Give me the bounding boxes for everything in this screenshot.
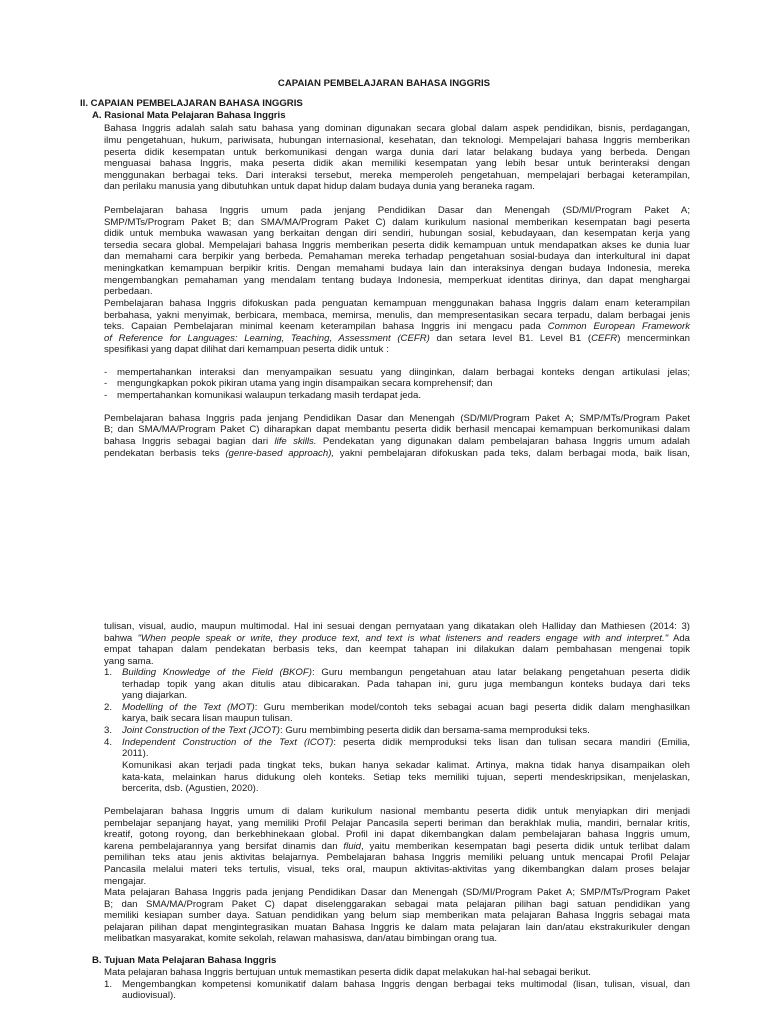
paragraph-line: Bahasa Inggris adalah salah satu bahasa yang dominan digunakan secara global dalam aspek pendidikan, bisnis, perdagangan, bbox=[104, 123, 690, 134]
bullet-item: mengungkapkan pokok pikiran utama yang ingin disampaikan secara komprehensif; dan bbox=[117, 378, 493, 389]
halliday-quote: "When people speak or write, they produce text, and text is what listeners and readers engage with and interpret." bbox=[137, 633, 669, 644]
list-number: 4. bbox=[104, 737, 113, 748]
note-line: Komunikasi akan terjadi pada tingkat teks, bukan hanya sekadar kalimat. Artinya, makna tidak hanya disampaikan oleh bbox=[122, 760, 690, 771]
paragraph-line: menggunakan berbagai teks. Dari interaksi tersebut, mereka memperoleh pengetahuan, mempelajari berbagai keterampilan, bbox=[104, 170, 690, 181]
paragraph-line: ilmu pengetahuan, hukum, pariwisata, hubungan internasional, kesehatan, dan teknologi. Mempelajari bahasa Inggris memberikan bbox=[104, 135, 690, 146]
list-number: 2. bbox=[104, 702, 113, 713]
paragraph-line: B; dan SMA/MA/Program Paket C) diharapkan dapat membantu peserta didik berhasil mencapai kemampuan berkomunikasi dalam bbox=[104, 424, 690, 435]
list-item-line: 2011). bbox=[122, 748, 149, 759]
list-item: Building Knowledge of the Field (BKOF): Guru membangun pengetahuan atau latar belakang pengetahuan peserta didik bbox=[122, 667, 690, 678]
paragraph-line: mengembangkan pemahaman yang mendalam tentang budaya Indonesia, memperkuat identitas dirinya, dan dapat menghargai bbox=[104, 275, 690, 286]
paragraph-line: memiliki kesiapan sumber daya. Satuan pendidikan yang belum siap memberikan mata pelajaran Bahasa Inggris sebagai mata bbox=[104, 910, 690, 921]
bullet-mark: - bbox=[104, 367, 108, 378]
paragraph-line: berbahasa, yakni menyimak, berbicara, membaca, memirsa, menulis, dan mempresentasikan secara terpadu, dalam berbagai jenis bbox=[104, 310, 690, 321]
note-line: bercerita, dsb. (Agustien, 2020). bbox=[122, 783, 259, 794]
bullet-item: mempertahankan interaksi dan menyampaikan sesuatu yang diinginkan, dalam berbagai konteks dengan artikulasi jelas; bbox=[117, 367, 690, 378]
paragraph-line: Mata pelajaran Bahasa Inggris pada jenjang Pendidikan Dasar dan Menengah (SD/MI/Program Paket A; SMP/MTs/Program Paket bbox=[104, 887, 690, 898]
paragraph-line: didik untuk membuka wawasan yang berkaitan dengan diri sendiri, hubungan sosial, kebudayaan, dan kesempatan kerja yang bbox=[104, 228, 690, 239]
paragraph-line: Pancasila melalui materi teks tertulis, visual, teks oral, maupun aktivitas-aktivitas yang dikembangkan dalam proses belajar bbox=[104, 864, 690, 875]
paragraph-line: Mata pelajaran bahasa Inggris bertujuan untuk memastikan peserta didik dapat melakukan hal-hal sebagai berikut. bbox=[104, 967, 591, 978]
paragraph-line: menguasai bahasa Inggris, maka peserta didik akan memiliki kesempatan yang lebih besar untuk berinteraksi dengan bbox=[104, 158, 690, 169]
list-number: 1. bbox=[104, 979, 113, 990]
paragraph-line: Pembelajaran bahasa Inggris pada jenjang Pendidikan Dasar dan Menengah (SD/MI/Program Paket A; SMP/MTs/Program Paket bbox=[104, 413, 690, 424]
paragraph-line: teks. Capaian Pembelajaran minimal keenam keterampilan bahasa Inggris ini mengacu pada Common European Framework bbox=[104, 321, 690, 332]
list-item: Modelling of the Text (MOT): Guru memberikan model/contoh teks sebagai acuan bagi peserta didik dalam menghasilkan bbox=[122, 702, 691, 713]
paragraph-line: dan memahami cara berpikir yang berbeda. Pemahaman mereka terhadap pengetahuan sosial-budaya dan interkultural ini dapat bbox=[104, 251, 690, 262]
paragraph-line: melibatkan masyarakat, komite sekolah, relawan mahasiswa, dan/atau bimbingan orang tua. bbox=[104, 933, 498, 944]
page-title: CAPAIAN PEMBELAJARAN BAHASA INGGRIS bbox=[277, 78, 491, 89]
paragraph-line: mengajar. bbox=[104, 876, 147, 887]
paragraph-line: tulisan, visual, audio, maupun multimodal. Hal ini sesuai dengan pernyataan yang dikatakan oleh Halliday dan Mathiesen (2014: 3) bbox=[104, 621, 690, 632]
list-item-line: audiovisual). bbox=[122, 990, 176, 1001]
paragraph-line: pendekatan berbasis teks (genre-based approach), yakni pembelajaran difokuskan pada teks, dalam berbagai moda, baik lisan, bbox=[104, 448, 690, 459]
subsection-heading-b: B. Tujuan Mata Pelajaran Bahasa Inggris bbox=[92, 955, 277, 966]
reference-framework-title: Common European Framework bbox=[547, 321, 690, 332]
paragraph-line: bahwa "When people speak or write, they produce text, and text is what listeners and readers engage with and interpret." Ada bbox=[104, 633, 691, 644]
paragraph-line: karena pembelajarannya yang bersifat dinamis dan fluid, yaitu memberikan kesempatan bagi peserta didik untuk terlibat dalam bbox=[104, 841, 690, 852]
list-item-line: terhadap topik yang akan ditulis atau dibicarakan. Pada tahapan ini, guru juga membangun konteks budaya dari teks bbox=[122, 679, 690, 690]
note-line: kata-kata, melainkan harus didukung oleh konteks. Setiap teks memiliki tujuan, seperti mendeskripsikan, menjelaskan, bbox=[122, 772, 690, 783]
paragraph-line: B; dan SMA/MA/Program Paket C) dapat diselenggarakan sebagai mata pelajaran pilihan bagi satuan pendidikan yang bbox=[104, 899, 690, 910]
paragraph-line: Pembelajaran bahasa Inggris umum pada jenjang Pendidikan Dasar dan Menengah (SD/MI/Program Paket A; bbox=[104, 205, 690, 216]
list-item-line: yang diajarkan. bbox=[122, 690, 188, 701]
paragraph-line: Pembelajaran bahasa Inggris difokuskan pada penguatan kemampuan menggunakan bahasa Inggris dalam enam keterampilan bbox=[104, 298, 690, 309]
bullet-item: mempertahankan komunikasi walaupun terkadang masih terdapat jeda. bbox=[117, 390, 421, 401]
paragraph-line: yang sama. bbox=[104, 656, 154, 667]
list-item: Independent Construction of the Text (ICOT): peserta didik memproduksi teks lisan dan tulisan secara mandiri (Emilia, bbox=[122, 737, 690, 748]
list-number: 1. bbox=[104, 667, 113, 678]
list-item-line: karya, baik secara lisan maupun tulisan. bbox=[122, 713, 293, 724]
section-heading: II. CAPAIAN PEMBELAJARAN BAHASA INGGRIS bbox=[80, 98, 303, 109]
paragraph-line: perbedaan. bbox=[104, 286, 153, 297]
bullet-mark: - bbox=[104, 390, 108, 401]
list-number: 3. bbox=[104, 725, 113, 736]
subsection-heading-a: A. Rasional Mata Pelajaran Bahasa Inggris bbox=[92, 110, 286, 121]
paragraph-line: meningkatkan kemampuan berpikir kritis. Dengan memahami budaya lain dan interaksinya dengan budaya Indonesia, mereka bbox=[104, 263, 690, 274]
paragraph-line: empat tahapan dalam pendekatan berbasis teks, dan keempat tahapan ini dilakukan dalam pembahasan mengenai topik bbox=[104, 644, 690, 655]
paragraph-line: peserta didik kesempatan untuk berkomunikasi dengan warga dunia dari latar belakang budaya yang berbeda. Dengan bbox=[104, 147, 690, 158]
paragraph-line: tersedia secara global. Mempelajari bahasa Inggris memberikan peserta didik kemampuan untuk mendapatkan akses ke dunia luar bbox=[104, 240, 690, 251]
paragraph-line: bahasa Inggris sebagai bagian dari life skills. Pendekatan yang digunakan dalam pembelajaran bahasa Inggris umum adalah bbox=[104, 436, 690, 447]
paragraph-line: pembelajar sepanjang hayat, yang memiliki Profil Pelajar Pancasila seperti beriman dan berakhlak mulia, mandiri, bernalar kritis, bbox=[104, 818, 690, 829]
paragraph-line: SMP/MTs/Program Paket B; dan SMA/MA/Program Paket C) dalam kurikulum nasional memberikan kesempatan bagi peserta bbox=[104, 217, 690, 228]
paragraph-line: spesifikasi yang dapat dilihat dari kemampuan peserta didik untuk : bbox=[104, 344, 389, 355]
bullet-mark: - bbox=[104, 378, 108, 389]
paragraph-line: Pembelajaran bahasa Inggris umum di dalam kurikulum nasional membantu peserta didik untuk menyiapkan diri menjadi bbox=[104, 806, 690, 817]
paragraph-line: kreatif, gotong royong, dan berkebhinekaan global. Profil ini dapat dikembangkan dalam pembelajaran bahasa Inggris umum, bbox=[104, 829, 690, 840]
paragraph-line: pelajaran pilihan dapat mengintegrasikan muatan Bahasa Inggris ke dalam mata pelajaran lain dan/atau ekstrakurikuler dengan bbox=[104, 922, 690, 933]
paragraph-line: pemilihan teks atau jenis aktivitas belajarnya. Pembelajaran bahasa Inggris memiliki peluang untuk mencapai Profil Pelajar bbox=[104, 852, 690, 863]
paragraph-line: of Reference for Languages: Learning, Teaching, Assessment (CEFR) dan setara level B1. Level B1 (CEFR) mencerminkan bbox=[104, 333, 690, 344]
list-item: Joint Construction of the Text (JCOT): Guru membimbing peserta didik dan bersama-sama memproduksi teks. bbox=[122, 725, 590, 736]
list-item: Mengembangkan kompetensi komunikatif dalam bahasa Inggris dengan berbagai teks multimodal (lisan, tulisan, visual, dan bbox=[122, 979, 690, 990]
paragraph-line: dan perilaku manusia yang dibutuhkan untuk dapat hidup dalam budaya dunia yang beraneka ragam. bbox=[104, 181, 535, 192]
